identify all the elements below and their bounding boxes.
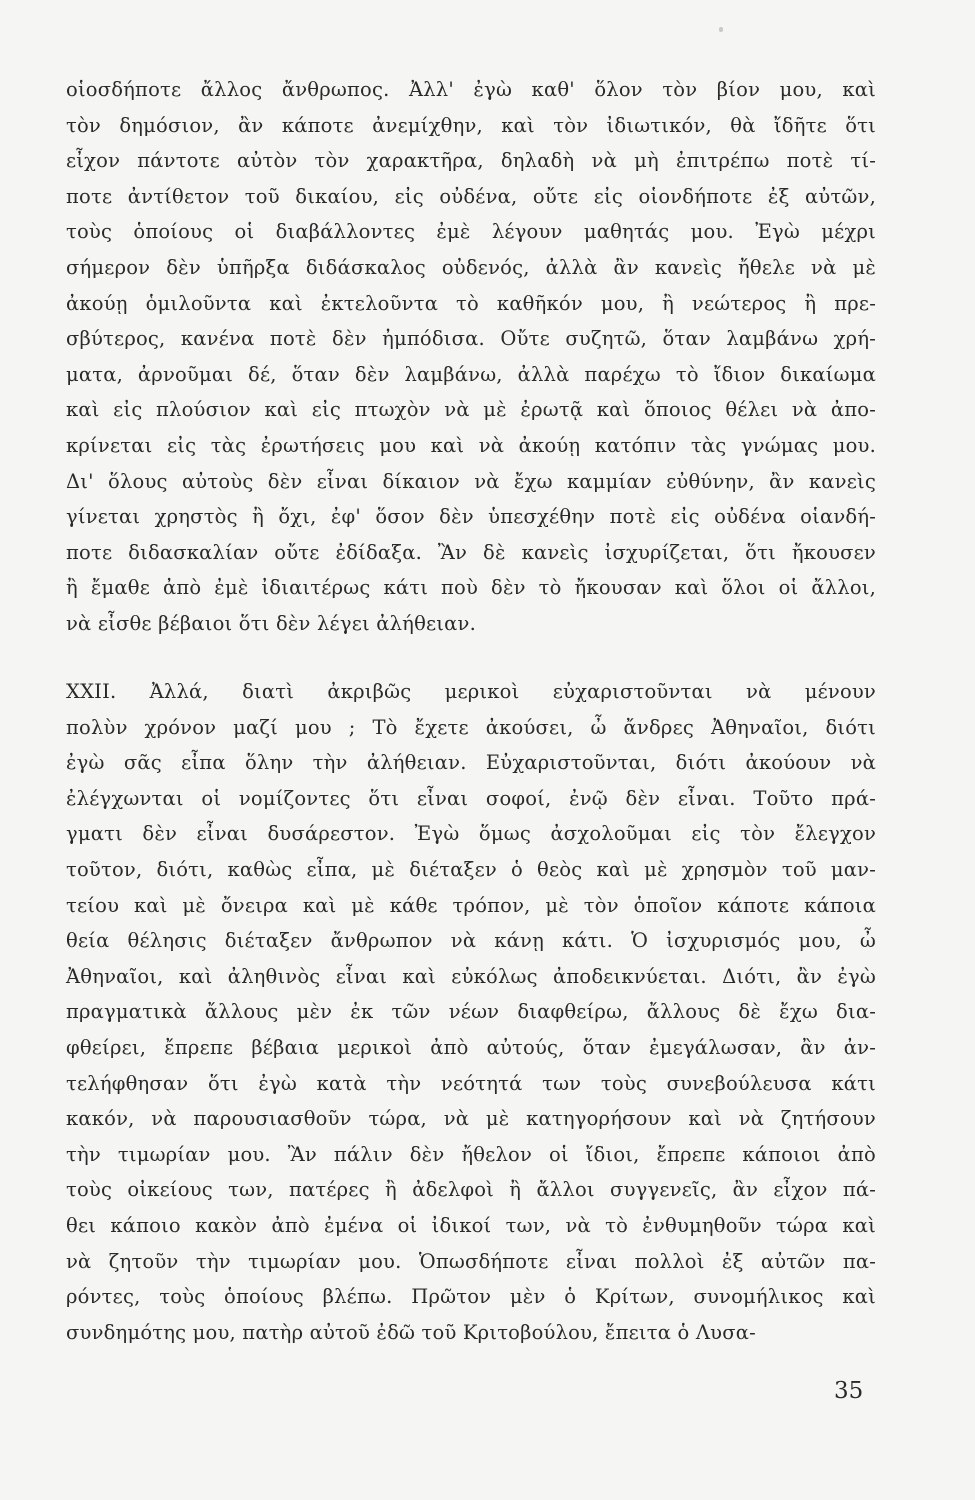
paragraph-continuation [66, 72, 876, 642]
text-line: ματα, ἀρνοῦμαι δέ, ὅταν δὲν λαμβάνω, ἀλλὰ παρέχω τὸ ἴδιον δικαίωμα [66, 362, 876, 386]
text-line: ἢ ἔμαθε ἀπὸ ἐμὲ ἰδιαιτέρως κάτι ποὺ δὲν τὸ ἤκουσαν καὶ ὅλοι οἱ ἄλλοι, [66, 576, 876, 600]
text-line: καὶ εἰς πλούσιον καὶ εἰς πτωχὸν νὰ μὲ ἐρωτᾷ καὶ ὅποιος θέλει νὰ ἀπο- [66, 398, 876, 422]
text-line: τὸν δημόσιον, ἂν κάποτε ἀνεμίχθην, καὶ τὸν ἰδιωτικόν, θὰ ἴδῆτε ὅτι [66, 113, 876, 137]
text-line: ρόντες, τοὺς ὁποίους βλέπω. Πρῶτον μὲν ὁ Κρίτων, συνομήλικος καὶ [66, 1285, 876, 1309]
page-number: 35 [834, 1378, 864, 1404]
text-line: οἱοσδήποτε ἄλλος ἄνθρωπος. Ἀλλ' ἐγὼ καθ' ὅλον τὸν βίον μου, καὶ [66, 78, 876, 101]
text-line: Ἀθηναῖοι, καὶ ἀληθινὸς εἶναι καὶ εὐκόλως ἀποδεικνύεται. Διότι, ἂν ἐγὼ [66, 964, 876, 988]
text-line: τελήφθησαν ὅτι ἐγὼ κατὰ τὴν νεότητά των τοὺς συνεβούλευσα κάτι [66, 1071, 876, 1095]
text-line: σήμερον δὲν ὑπῆρξα διδάσκαλος οὐδενός, ἀλλὰ ἂν κανεὶς ἤθελε νὰ μὲ [66, 255, 876, 279]
paper-speck [719, 27, 723, 32]
text-line: θει κάποιο κακὸν ἀπὸ ἐμένα οἱ ἰδικοί των, νὰ τὸ ἐνθυμηθοῦν τώρα καὶ [66, 1213, 876, 1237]
text-line: νὰ εἶσθε βέβαιοι ὅτι δὲν λέγει ἀλήθειαν. [66, 611, 476, 635]
text-line: ἐλέγχωνται οἱ νομίζοντες ὅτι εἶναι σοφοί, ἐνῷ δὲν εἶναι. Τοῦτο πρά- [66, 786, 876, 810]
text-line: τείου καὶ μὲ ὄνειρα καὶ μὲ κάθε τρόπον, μὲ τὸν ὁποῖον κάποτε κάποια [66, 893, 876, 917]
text-line: γίνεται χρηστὸς ἢ ὄχι, ἐφ' ὅσον δὲν ὑπεσχέθην ποτὲ εἰς οὐδένα οἱανδή- [66, 505, 876, 529]
text-line: πραγματικὰ ἄλλους μὲν ἐκ τῶν νέων διαφθείρω, ἄλλους δὲ ἔχω δια- [66, 1000, 876, 1024]
text-line: συνδημότης μου, πατὴρ αὐτοῦ ἐδῶ τοῦ Κριτοβούλου, ἔπειτα ὁ Λυσα- [66, 1320, 756, 1344]
text-line: πολὺν χρόνον μαζί μου ; Τὸ ἔχετε ἀκούσει, ὦ ἄνδρες Ἀθηναῖοι, διότι [66, 715, 876, 739]
text-line: ποτε ἀντίθετον τοῦ δικαίου, εἰς οὐδένα, οὔτε εἰς οἱονδήποτε ἐξ αὐτῶν, [66, 184, 876, 208]
text-line: τοὺς ὁποίους οἱ διαβάλλοντες ἐμὲ λέγουν μαθητάς μου. Ἐγὼ μέχρι [66, 220, 876, 244]
text-line: Δι' ὅλους αὐτοὺς δὲν εἶναι δίκαιον νὰ ἔχω καμμίαν εὐθύνην, ἂν κανεὶς [66, 469, 876, 493]
text-line: κρίνεται εἰς τὰς ἐρωτήσεις μου καὶ νὰ ἀκούῃ κατόπιν τὰς γνώμας μου. [66, 433, 876, 457]
text-line: κακόν, νὰ παρουσιασθοῦν τώρα, νὰ μὲ κατηγορήσουν καὶ νὰ ζητήσουν [66, 1107, 876, 1131]
text-line: ἐγὼ σᾶς εἶπα ὅλην τὴν ἀλήθειαν. Εὐχαριστοῦνται, διότι ἀκούουν νὰ [66, 751, 876, 775]
text-line: τὴν τιμωρίαν μου. Ἂν πάλιν δὲν ἤθελον οἱ ἴδιοι, ἔπρεπε κάποιοι ἀπὸ [66, 1142, 876, 1166]
text-line: ποτε διδασκαλίαν οὔτε ἐδίδαξα. Ἂν δὲ κανεὶς ἰσχυρίζεται, ὅτι ἤκουσεν [66, 540, 876, 564]
text-line: νὰ ζητοῦν τὴν τιμωρίαν μου. Ὁπωσδήποτε εἶναι πολλοὶ ἐξ αὐτῶν πα- [66, 1249, 876, 1273]
text-line: ἀκούῃ ὁμιλοῦντα καὶ ἐκτελοῦντα τὸ καθῆκόν μου, ἢ νεώτερος ἢ πρε- [66, 291, 876, 315]
text-line: γματι δὲν εἶναι δυσάρεστον. Ἐγὼ ὅμως ἀσχολοῦμαι εἰς τὸν ἔλεγχον [66, 822, 876, 846]
text-line: τοὺς οἰκείους των, πατέρες ἢ ἀδελφοὶ ἢ ἄλλοι συγγενεῖς, ἂν εἶχον πά- [66, 1178, 876, 1202]
text-line: θεία θέλησις διέταξεν ἄνθρωπον νὰ κάνῃ κάτι. Ὁ ἰσχυρισμός μου, ὦ [66, 929, 876, 953]
text-line: φθείρει, ἔπρεπε βέβαια μερικοὶ ἀπὸ αὐτούς, ὅταν ἐμεγάλωσαν, ἂν ἀν- [66, 1035, 876, 1059]
text-line: XXII. Ἀλλά, διατὶ ἀκριβῶς μερικοὶ εὐχαριστοῦνται νὰ μένουν [66, 680, 876, 703]
paragraph-chapter-xxii [66, 674, 876, 1350]
text-line: σβύτερος, κανένα ποτὲ δὲν ἠμπόδισα. Οὔτε συζητῶ, ὅταν λαμβάνω χρή- [66, 327, 876, 351]
text-line: τοῦτον, διότι, καθὼς εἶπα, μὲ διέταξεν ὁ θεὸς καὶ μὲ χρησμὸν τοῦ μαν- [66, 857, 876, 881]
text-line: εἶχον πάντοτε αὐτὸν τὸν χαρακτῆρα, δηλαδὴ νὰ μὴ ἐπιτρέπω ποτὲ τί- [66, 149, 876, 173]
